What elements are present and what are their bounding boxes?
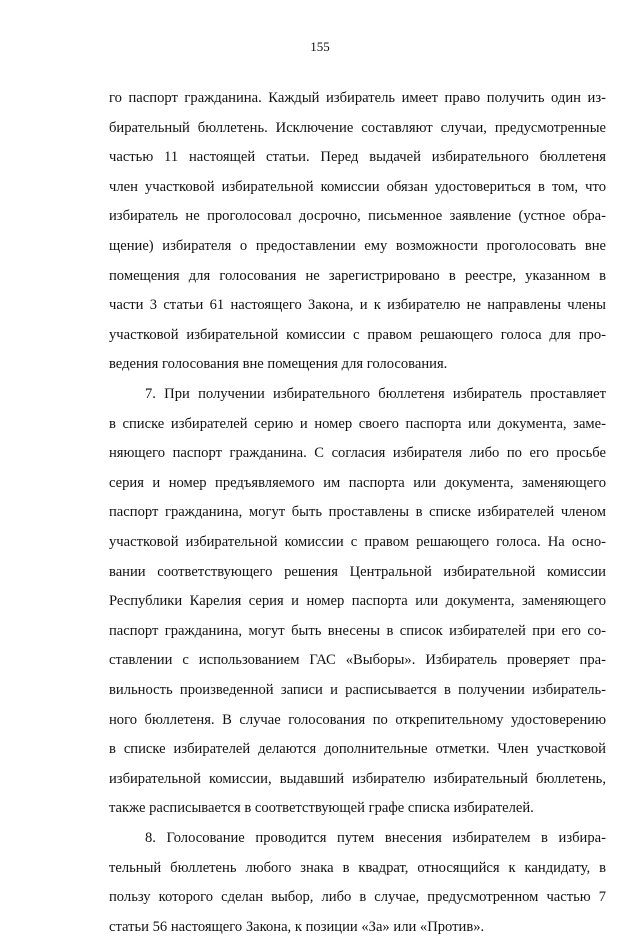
text-line: Республики Карелия серия и номер паспорта или документа, заменяющего bbox=[109, 593, 606, 610]
text-line: в списке избирателей делаются дополнительные отметки. Член участковой bbox=[109, 741, 606, 758]
text-line: вильность произведенной записи и расписывается в получении избиратель- bbox=[109, 682, 606, 698]
text-line: статьи 56 настоящего Закона, к позиции «За» или «Против». bbox=[109, 918, 485, 935]
page-number: 155 bbox=[310, 39, 330, 54]
text-line: частью 11 настоящей статьи. Перед выдачей избирательного бюллетеня bbox=[109, 149, 606, 166]
text-line: паспорт гражданина, могут быть внесены в список избирателей при его со- bbox=[109, 622, 606, 639]
text-line: член участковой избирательной комиссии обязан удостовериться в том, что bbox=[109, 178, 606, 195]
text-line: 8. Голосование проводится путем внесения избирателем в избира- bbox=[145, 830, 606, 846]
text-line: паспорт гражданина, могут быть проставлены в списке избирателей членом bbox=[109, 504, 606, 521]
text-line: ного бюллетеня. В случае голосования по открепительному удостоверению bbox=[109, 711, 606, 728]
text-line: ставлении с использованием ГАС «Выборы». Избиратель проверяет пра- bbox=[109, 652, 606, 669]
text-line: ведения голосования вне помещения для голосования. bbox=[109, 356, 448, 373]
text-line: бирательный бюллетень. Исключение составляют случаи, предусмотренные bbox=[109, 119, 606, 136]
text-line: пользу которого сделан выбор, либо в случае, предусмотренном частью 7 bbox=[109, 889, 606, 906]
text-line: участковой избирательной комиссии с правом решающего голоса. На осно- bbox=[109, 534, 606, 550]
text-line: помещения для голосования не зарегистрировано в реестре, указанном в bbox=[109, 267, 606, 284]
text-line: избирательной комиссии, выдавший избирателю избирательный бюллетень, bbox=[109, 770, 606, 787]
text-line: вании соответствующего решения Центральной избирательной комиссии bbox=[109, 563, 606, 580]
text-line: также расписывается в соответствующей графе списка избирателей. bbox=[109, 800, 534, 817]
text-line: 7. При получении избирательного бюллетеня избиратель проставляет bbox=[145, 386, 606, 402]
text-line: участковой избирательной комиссии с правом решающего голоса для про- bbox=[109, 326, 606, 343]
text-line: серия и номер предъявляемого им паспорта или документа, заменяющего bbox=[109, 474, 606, 491]
text-line: части 3 статьи 61 настоящего Закона, и к избирателю не направлены члены bbox=[109, 297, 606, 314]
text-line: в списке избирателей серию и номер своего паспорта или документа, заме- bbox=[109, 415, 606, 432]
text-line: избиратель не проголосовал досрочно, письменное заявление (устное обра- bbox=[109, 208, 606, 225]
text-line: го паспорт гражданина. Каждый избиратель имеет право получить один из- bbox=[109, 90, 606, 106]
text-line: няющего паспорт гражданина. С согласия избирателя либо по его просьбе bbox=[109, 445, 606, 462]
text-line: щение) избирателя о предоставлении ему возможности проголосовать вне bbox=[109, 238, 606, 254]
text-line: тельный бюллетень любого знака в квадрат, относящийся к кандидату, в bbox=[109, 859, 606, 876]
